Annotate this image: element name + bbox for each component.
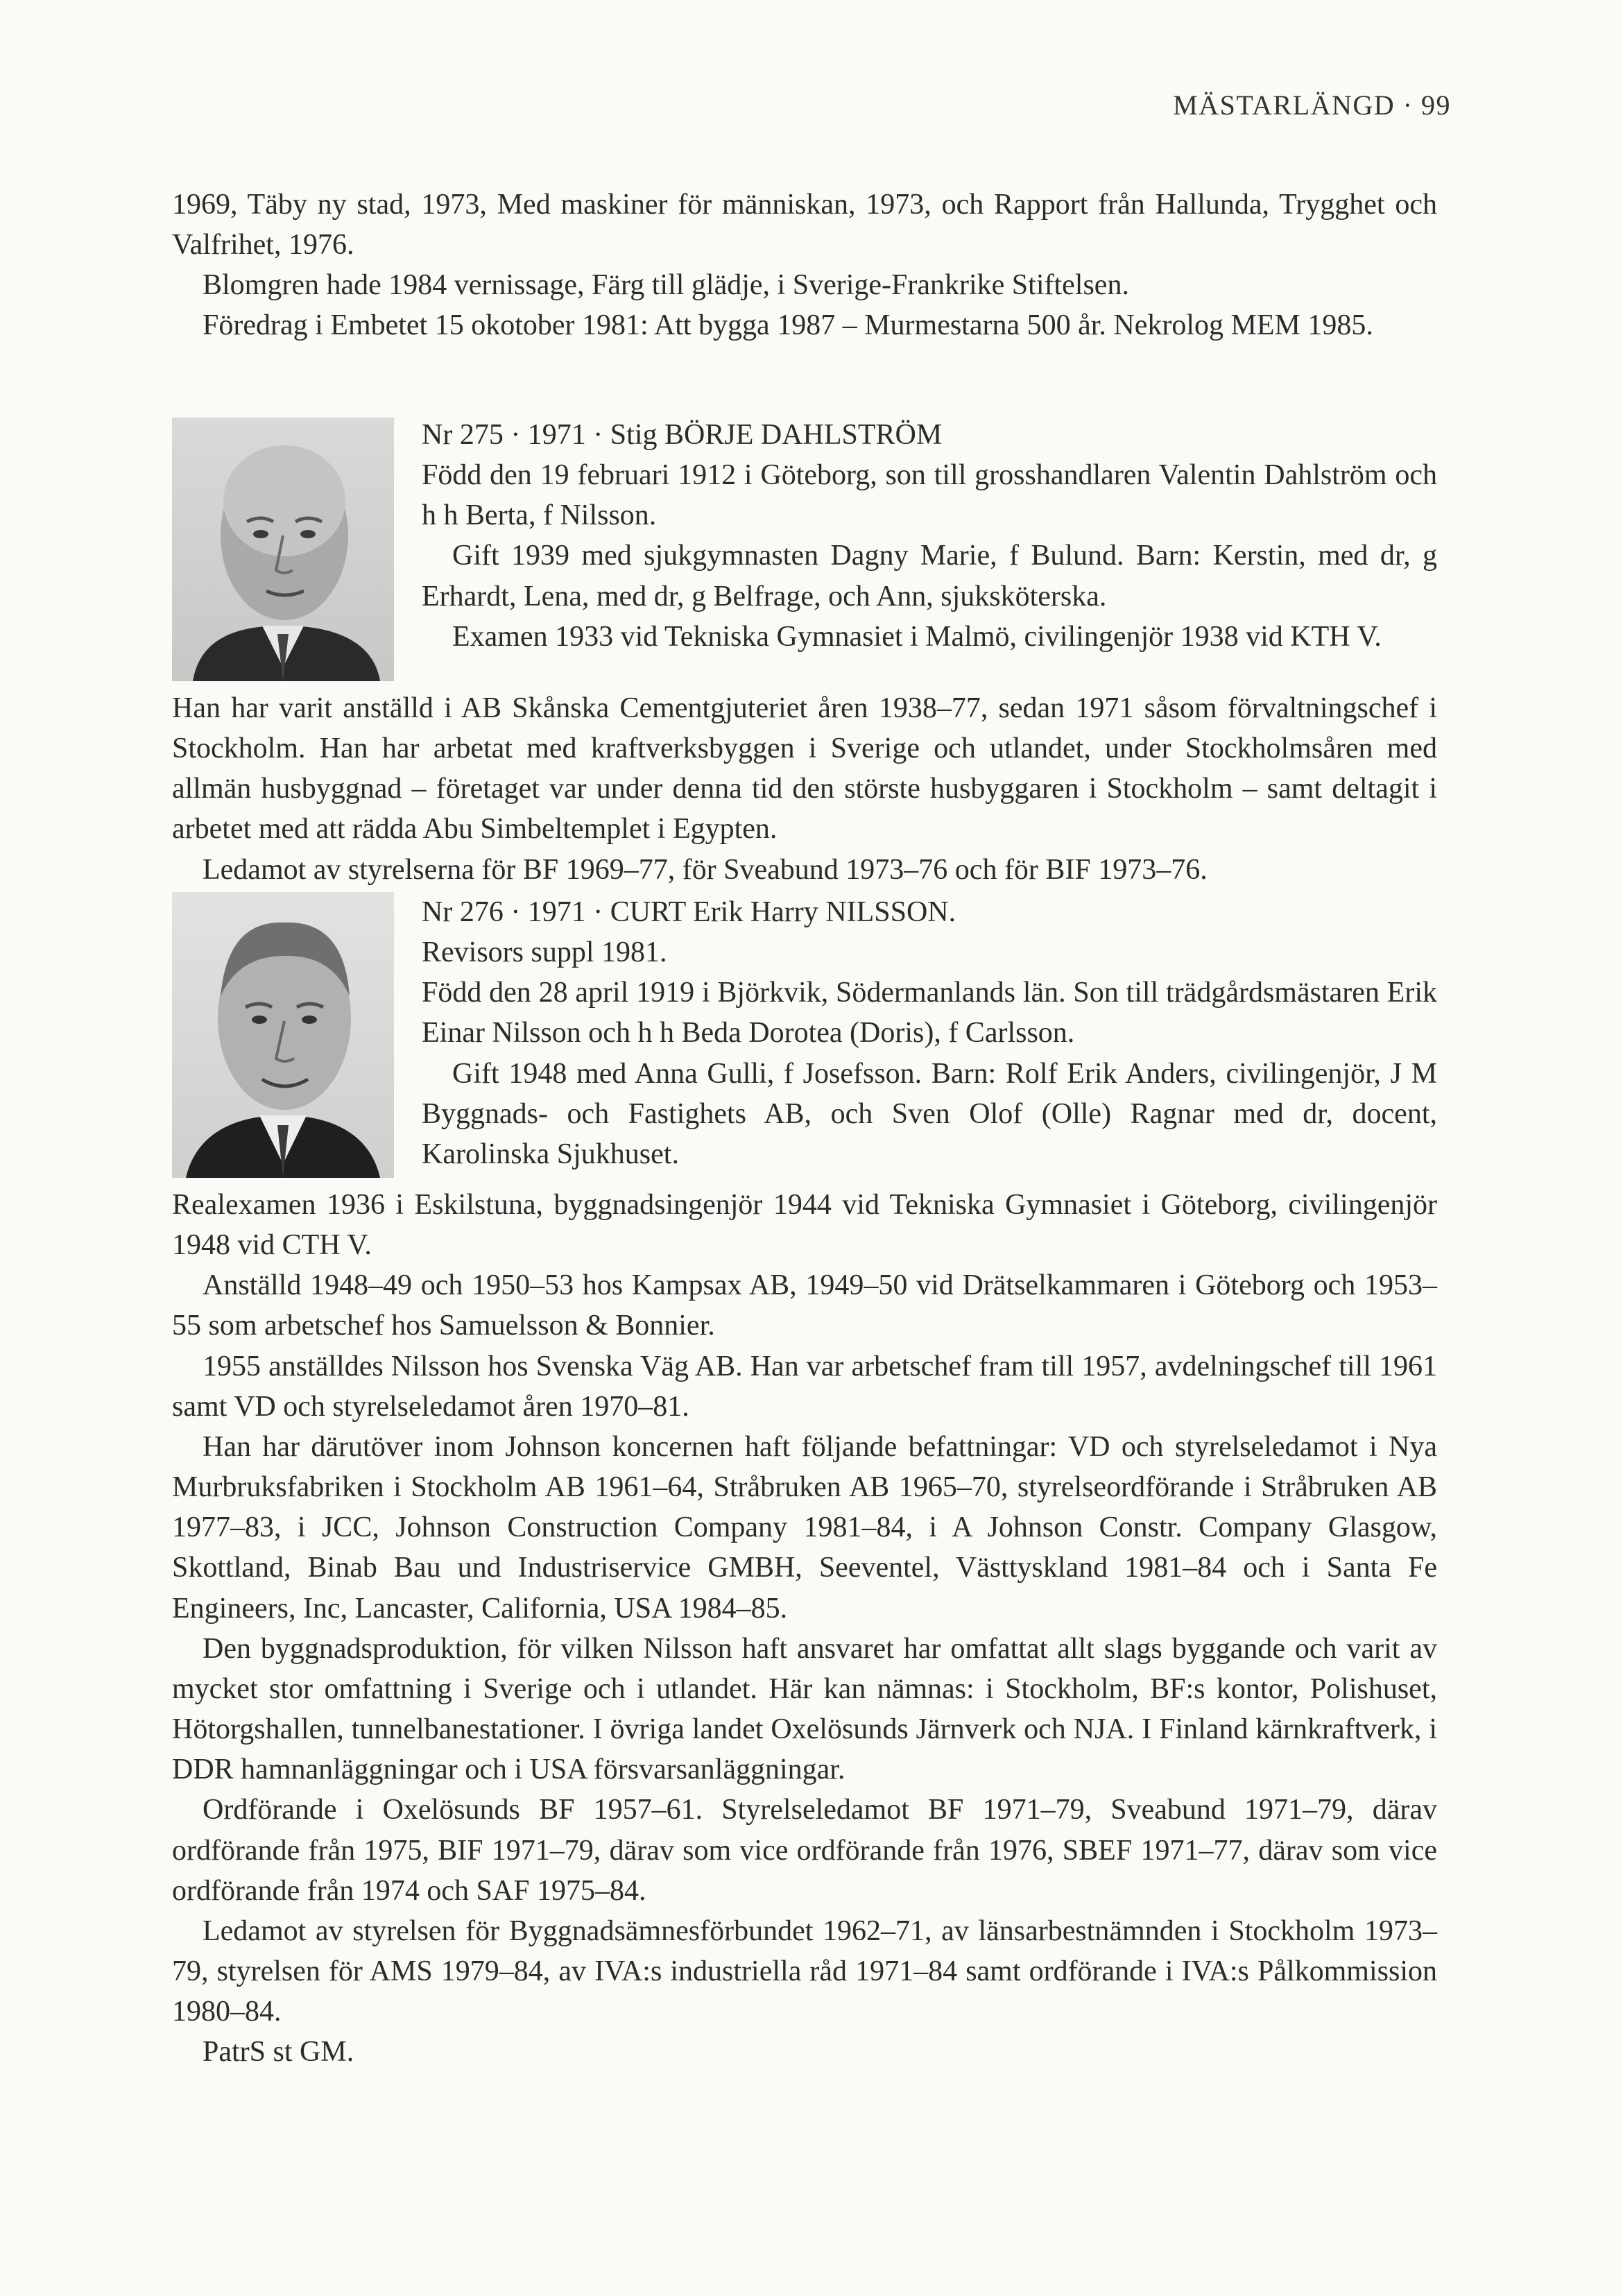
intro-paragraph: Föredrag i Embetet 15 okotober 1981: Att bygga 1987 – Murmestarna 500 år. Nekrolog MEM 1985. [203,309,1373,342]
entry-paragraph: Född den 19 februari 1912 i Göteborg, son till grosshandlaren Valentin Dahlström och h h Berta, f Nilsson. [422,459,1437,532]
intro-paragraph: 1969, Täby ny stad, 1973, Med maskiner för människan, 1973, och Rapport från Hallunda, Trygghet och Valfrihet, 1976. [172,189,1437,262]
entry-paragraph: Revisors suppl 1981. [422,936,667,969]
entry-paragraph: Ledamot av styrelsen för Byggnadsämnesförbundet 1962–71, av länsarbestnämnden i Stockholm 1973–79, styrelsen för AMS 1979–84, av IVA:s industriella råd 1971–84 samt ordförande i IVA:s Pålkommission 1980–84. [172,1914,1437,2028]
entry-275 [172,415,1437,890]
running-head: MÄSTARLÄNGD · 99 [1173,89,1451,121]
entry-paragraph: Gift 1939 med sjukgymnasten Dagny Marie, f Bulund. Barn: Kerstin, med dr, g Erhardt, Lena, med dr, g Belfrage, och Ann, sjuksköterska. [422,540,1437,612]
intro-section [172,185,1437,346]
entry-paragraph: Ledamot av styrelserna för BF 1969–77, för Sveabund 1973–76 och för BIF 1973–76. [203,853,1208,886]
entry-paragraph: 1955 anställdes Nilsson hos Svenska Väg AB. Han var arbetschef fram till 1957, avdelningschef till 1961 samt VD och styrelseledamot åren 1970–81. [172,1350,1437,1423]
portrait-photo-nilsson [172,892,394,1178]
entry-heading: Nr 276 · 1971 · CURT Erik Harry NILSSON. [422,896,956,928]
entry-paragraph: Ordförande i Oxelösunds BF 1957–61. Styrelseledamot BF 1971–79, Sveabund 1971–79, därav ordförande från 1975, BIF 1971–79, därav som vice ordförande från 1976, SBEF 1971–77, därav som vice ordförande från 1974 och SAF 1975–84. [172,1794,1437,1907]
entry-paragraph: Realexamen 1936 i Eskilstuna, byggnadsingenjör 1944 vid Tekniska Gymnasiet i Göteborg, civilingenjör 1948 vid CTH V. [172,1189,1437,1262]
entry-paragraph: PatrS st GM. [203,2036,354,2068]
entry-paragraph: Han har därutöver inom Johnson koncernen haft följande befattningar: VD och styrelseledamot i Nya Murbruksfabriken i Stockholm AB 1961–64, Stråbruken AB 1965–70, styrelseordförande i Stråbruken AB 1977–83, i JCC, Johnson Construction Company 1981–84, i A Johnson Constr. Company Glasgow, Skottland, Binab Bau und Industriservice GMBH, Seeventel, Västtyskland 1981–84 och i Santa Fe Engineers, Inc, Lancaster, California, USA 1984–85. [172,1430,1437,1625]
entry-paragraph: Gift 1948 med Anna Gulli, f Josefsson. Barn: Rolf Erik Anders, civilingenjör, J M Byggnads- och Fastighets AB, och Sven Olof (Olle) Ragnar med dr, docent, Karolinska Sjukhuset. [422,1057,1437,1170]
intro-paragraph: Blomgren hade 1984 vernissage, Färg till glädje, i Sverige-Frankrike Stiftelsen. [203,269,1129,302]
entry-paragraph: Examen 1933 vid Tekniska Gymnasiet i Malmö, civilingenjör 1938 vid KTH V. [452,620,1382,653]
entry-paragraph: Den byggnadsproduktion, för vilken Nilsson haft ansvaret har omfattat allt slags byggande och varit av mycket stor omfattning i Sverige och i utlandet. Här kan nämnas: i Stockholm, BF:s kontor, Polishuset, Hötorgshallen, tunnelbanestationer. I övriga landet Oxelösunds Järnverk och NJA. I Finland kärnkraftverk, i DDR hamnanläggningar och i USA försvarsanläggningar. [172,1632,1437,1786]
entry-heading: Nr 275 · 1971 · Stig BÖRJE DAHLSTRÖM [422,419,943,451]
entry-paragraph: Anställd 1948–49 och 1950–53 hos Kampsax AB, 1949–50 vid Drätselkammaren i Göteborg och 1953–55 som arbetschef hos Samuelsson & Bonnier. [172,1269,1437,1342]
entry-paragraph: Han har varit anställd i AB Skånska Cementgjuteriet åren 1938–77, sedan 1971 såsom förvaltningschef i Stockholm. Han har arbetat med kraftverksbyggen i Sverige och utlandet, under Stockholmsåren med allmän husbyggnad – företaget var under denna tid den störste husbyggaren i Stockholm – samt deltagit i arbetet med att rädda Abu Simbeltemplet i Egypten. [172,692,1437,846]
portrait-photo-dahlstrom [172,418,394,681]
entry-paragraph: Född den 28 april 1919 i Björkvik, Södermanlands län. Son till trädgårdsmästaren Erik Einar Nilsson och h h Beda Dorotea (Doris), f Carlsson. [422,977,1437,1050]
entry-276 [172,892,1437,2072]
